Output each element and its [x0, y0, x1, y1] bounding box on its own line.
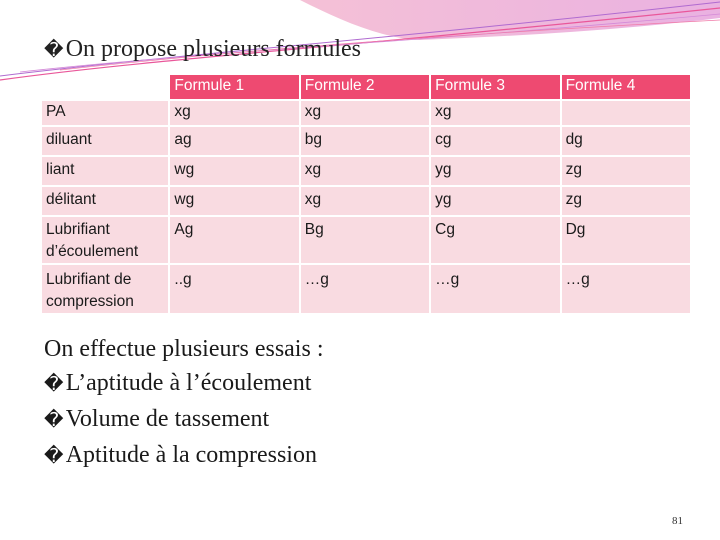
bullet-icon: � — [44, 446, 64, 467]
table-cell: xg — [431, 101, 559, 125]
table-row — [42, 187, 690, 215]
table-cell: Ag — [170, 217, 298, 263]
table-cell: xg — [301, 101, 429, 125]
row-label: Lubrifiant de compression — [42, 265, 168, 313]
row-label: diluant — [42, 127, 168, 155]
table-cell: ag — [170, 127, 298, 155]
table-cell: Dg — [562, 217, 690, 263]
table-cell: wg — [170, 187, 298, 215]
table-cell: dg — [562, 127, 690, 155]
table-cell: Bg — [301, 217, 429, 263]
slide-title — [44, 36, 361, 63]
list-item-text: Aptitude à la compression — [65, 442, 317, 468]
table-row — [42, 101, 690, 125]
header-cell-formule-3: Formule 3 — [431, 75, 559, 99]
table-cell: …g — [562, 265, 690, 313]
table-cell: …g — [301, 265, 429, 313]
list-item-text: L’aptitude à l’écoulement — [65, 370, 312, 396]
table-row — [42, 217, 690, 263]
row-label: liant — [42, 157, 168, 185]
list-item — [44, 366, 323, 402]
table-cell: xg — [301, 157, 429, 185]
slide-title-text: On propose plusieurs formules — [65, 36, 361, 62]
table-cell: zg — [562, 157, 690, 185]
table-row — [42, 265, 690, 313]
table-cell: yg — [431, 157, 559, 185]
formulas-table — [40, 73, 692, 315]
page-number: 81 — [672, 515, 683, 527]
table-cell: xg — [170, 101, 298, 125]
table-cell: ..g — [170, 265, 298, 313]
header-cell-formule-2: Formule 2 — [301, 75, 429, 99]
table-cell: xg — [301, 187, 429, 215]
table-row — [42, 127, 690, 155]
header-cell-blank — [42, 75, 168, 99]
essais-intro: On effectue plusieurs essais : — [44, 336, 324, 362]
header-cell-formule-4: Formule 4 — [562, 75, 690, 99]
row-label: Lubrifiant d’écoulement — [42, 217, 168, 263]
list-item — [44, 402, 323, 438]
table-cell: cg — [431, 127, 559, 155]
table-cell: zg — [562, 187, 690, 215]
bullet-icon: � — [44, 410, 64, 431]
list-item-text: Volume de tassement — [65, 406, 270, 432]
table-cell: Cg — [431, 217, 559, 263]
table-header-row — [42, 75, 690, 99]
table-cell: yg — [431, 187, 559, 215]
row-label: délitant — [42, 187, 168, 215]
table-cell: wg — [170, 157, 298, 185]
table-row — [42, 157, 690, 185]
bullet-icon: � — [44, 374, 64, 395]
table-cell: bg — [301, 127, 429, 155]
row-label: PA — [42, 101, 168, 125]
bullet-icon: � — [44, 40, 64, 61]
header-cell-formule-1: Formule 1 — [170, 75, 298, 99]
table-cell — [562, 101, 690, 125]
essais-list — [44, 332, 323, 474]
table-cell: …g — [431, 265, 559, 313]
list-item — [44, 438, 323, 474]
